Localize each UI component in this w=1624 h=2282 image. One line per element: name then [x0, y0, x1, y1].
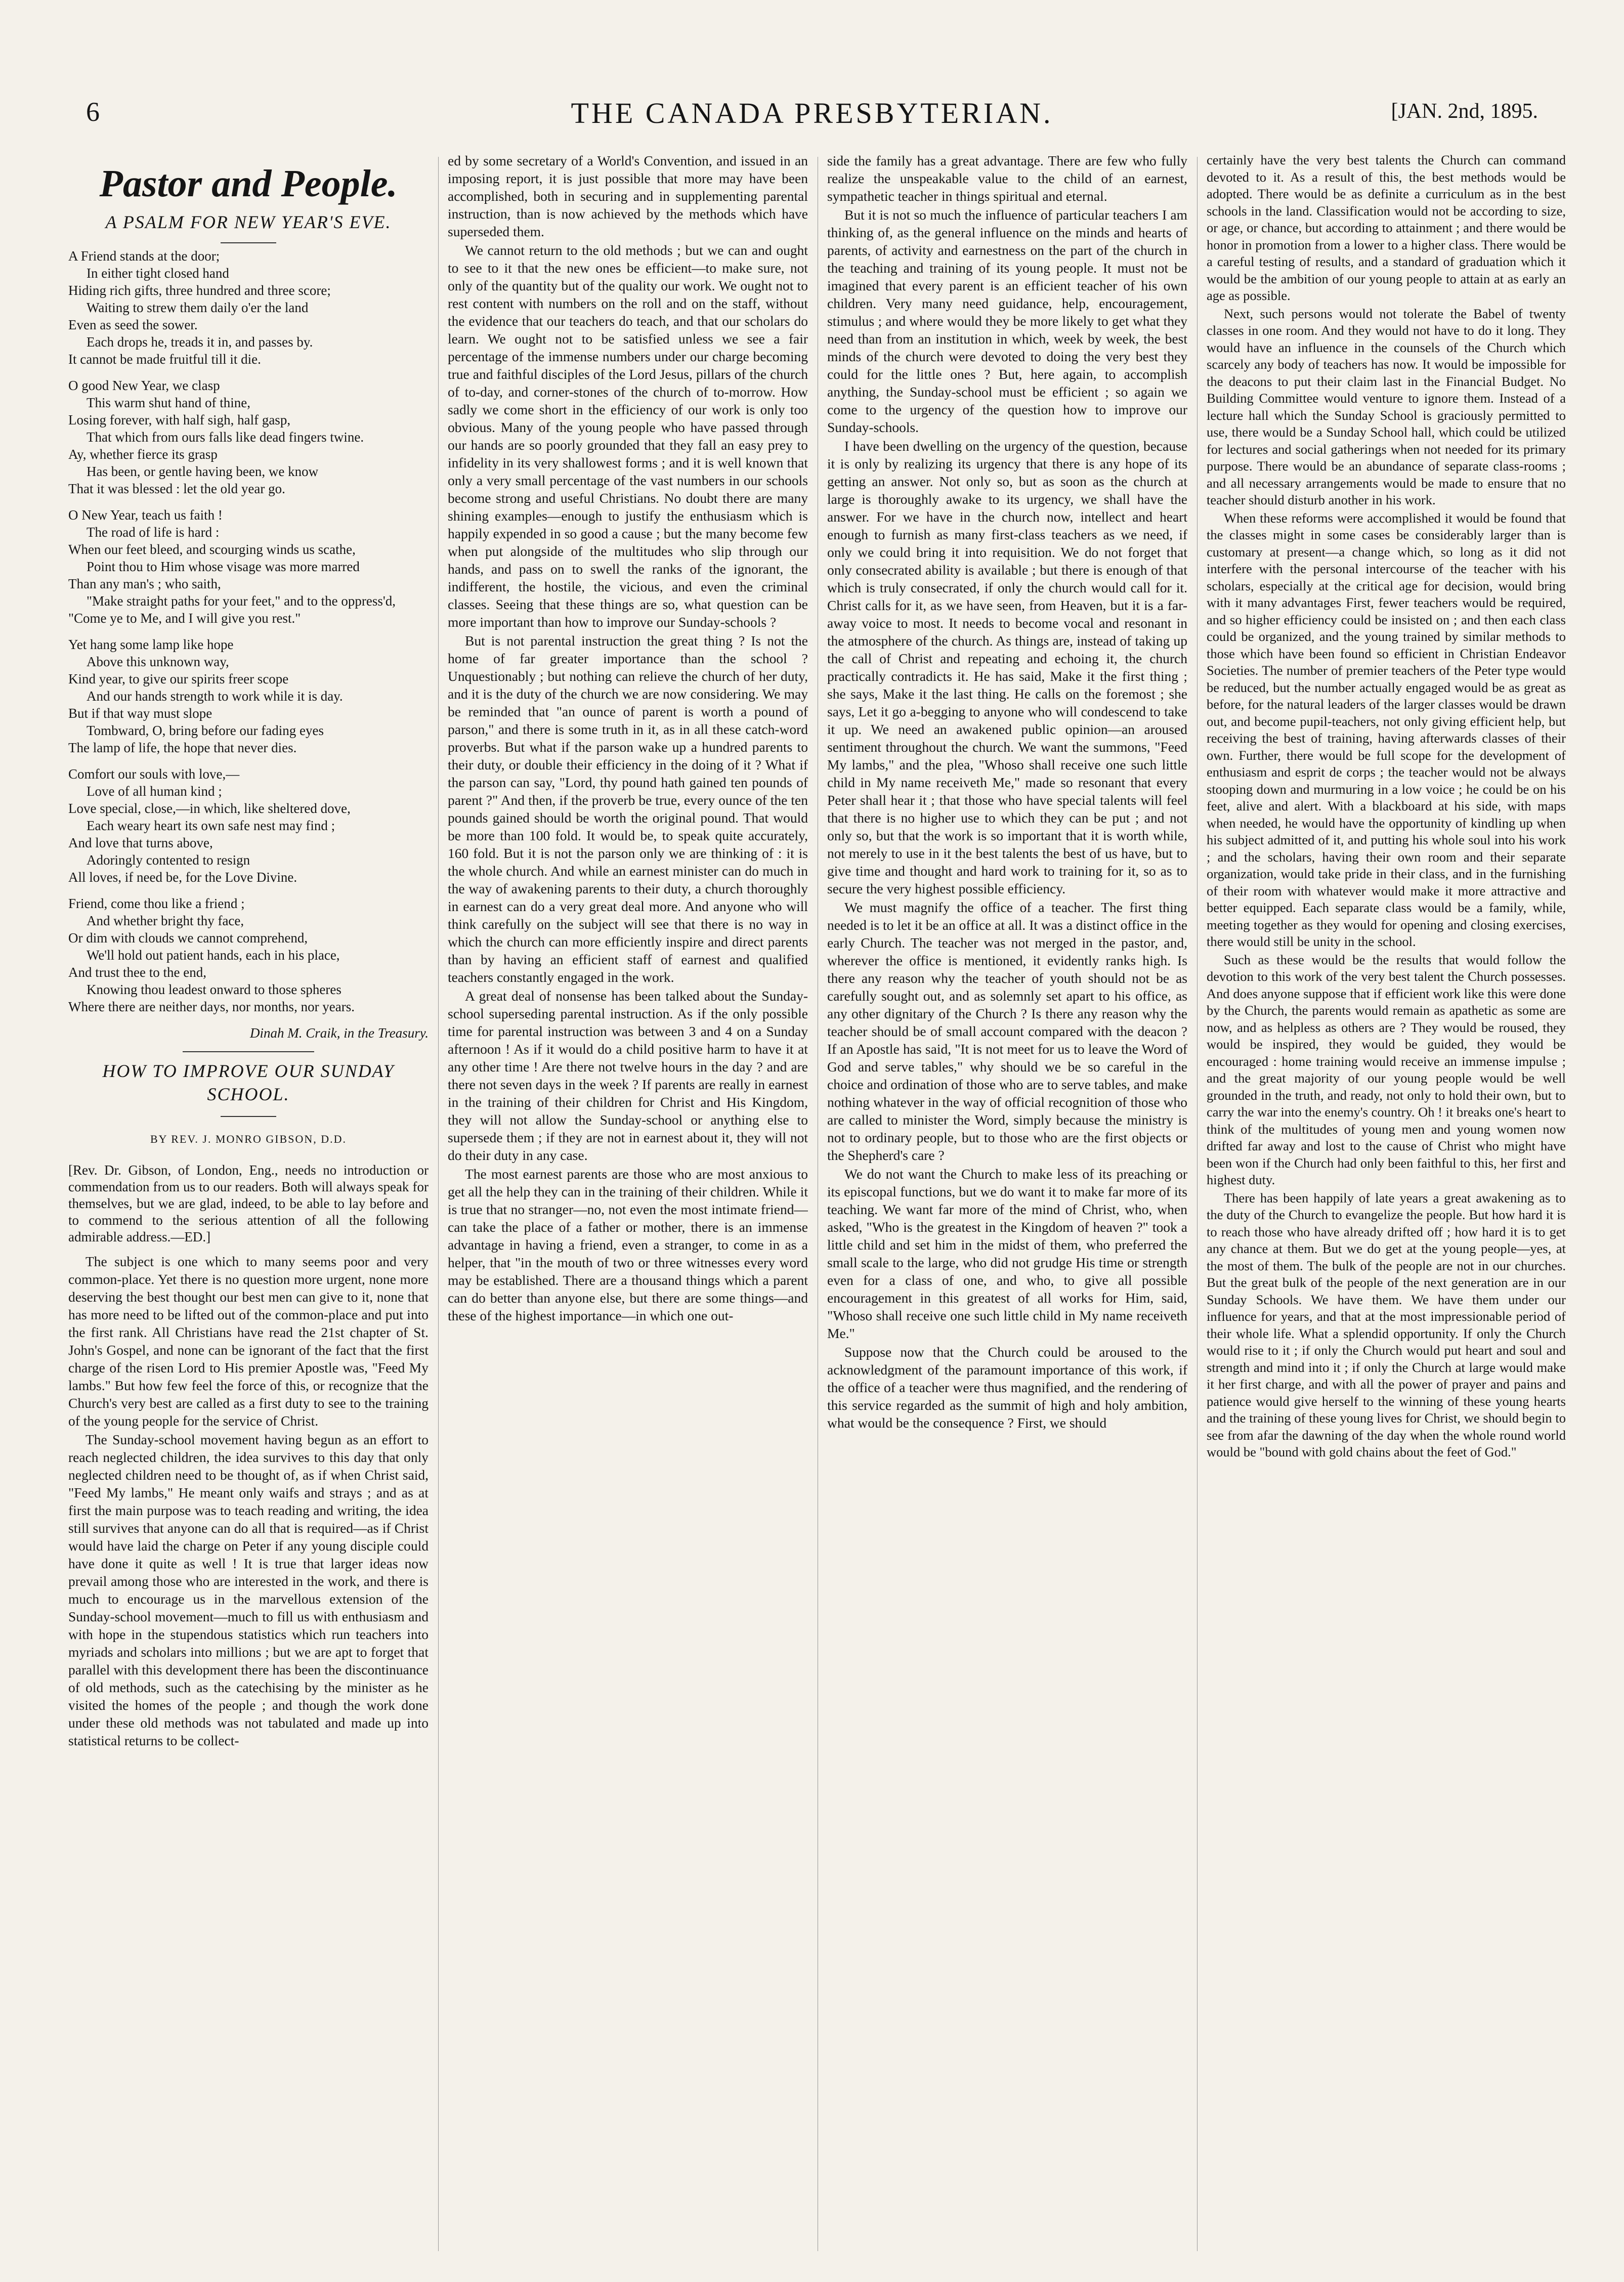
poem-stanza — [68, 765, 429, 886]
poem-line: That it was blessed : let the old year go. — [68, 481, 285, 496]
poem-signature: Dinah M. Craik, in the Treasury. — [249, 1025, 429, 1041]
poem-line: Tombward, O, bring before our fading eyes — [87, 723, 324, 738]
poem-line: Above this unknown way, — [87, 654, 229, 669]
poem-line: Where there are neither days, nor months, nor years. — [68, 999, 355, 1014]
page-columns — [68, 152, 1566, 2266]
poem-line: A Friend stands at the door; — [68, 248, 220, 264]
poem-line: O good New Year, we clasp — [68, 378, 220, 393]
column-rule — [438, 157, 439, 2251]
poem-line: Even as seed the sower. — [68, 317, 198, 332]
poem-line: But if that way must slope — [68, 706, 212, 721]
article-paragraph: I have been dwelling on the urgency of the question, because it is only by realizing its urgency that there is any hope of its getting an answer. Not only so, but as soon as the church at large is thoroughly awake to its urgency, we shall have the answer. For we have in the church now, intellect and heart enough to furnish as many first-class teachers as we need, if only we could bring it into requisition. We do not forget that only consecrated ability is available ; but there is enough of that which is truly consecrated, if only the church would call for it. Christ calls for it, as we have seen, from Heaven, but it is a far-away voice to most. It needs to become vocal and resonant in the atmosphere of the church. As things are, instead of taking up the call of Christ and repeating and echoing it, the church practically contradicts it. He has said, Make it the first thing ; she says, Make it the last thing. He calls on the foremost ; she says, Let it go a-begging to anyone who will condescend to take it up. We need an awakened public opinion—an aroused sentiment throughout the church. We want the summons, "Feed My lambs," and the plea, "Whoso shall receive one such little child in My name receiveth Me," made so resonant that every Peter shall hear it ; that those who have special talents will feel that there is no higher use to which they can be put ; and not only so, but that the work is so important that it is worth while, not merely to use in it the best talents the best of us have, but to give time and thought and hard work to training for it, so as to secure the very highest possible efficiency. — [827, 438, 1187, 896]
poem-line: All loves, if need be, for the Love Divine. — [68, 870, 297, 885]
poem-line: The lamp of life, the hope that never dies. — [68, 740, 297, 755]
poem-line: And our hands strength to work while it is day. — [87, 688, 343, 704]
article-paragraph: Next, such persons would not tolerate the Babel of twenty classes in one room. And they would not have to do it long. They would have an influence in the counsels of the Church which scarcely any body of teachers has now. It would be impossible for the deacons to put their claim last in the Financial Budget. No Building Committee would venture to ignore them. Instead of a lecture hall which the Sunday School is graciously permitted to use, there would be a Sunday School hall, which could be utilized for lectures and social gatherings when not needed for its primary purpose. There would be an abundance of separate class-rooms ; and all necessary arrangements would be made to ensure that no teacher should disturb another in his work. — [1207, 306, 1566, 507]
poem-line: Friend, come thou like a friend ; — [68, 896, 245, 911]
poem-line: Waiting to strew them daily o'er the land — [87, 300, 309, 315]
poem-line: "Come ye to Me, and I will give you rest." — [68, 611, 301, 626]
article-paragraph: But it is not so much the influence of particular teachers I am thinking of, as the general influence on the minds and hearts of parents, of activity and earnestness on the part of the church in the teaching and training of its young people. It must not be imagined that every parent is an efficient teacher of his own children. Very many need guidance, help, encouragement, stimulus ; and where would they be more likely to get what they need than from an institution in which, week by week, the best minds of the church were devoted to doing the very best they could for the little ones ? But, here again, to accomplish anything, the Sunday-school must be efficient ; so again we come to the urgency of the question how to improve our Sunday-schools. — [827, 207, 1187, 435]
poem-line: The road of life is hard : — [87, 525, 220, 540]
poem-line: Has been, or gentle having been, we know — [87, 464, 319, 479]
article-paragraph: We cannot return to the old methods ; but we can and ought to see to it that the new ones be efficient—to make sure, not only of the quantity but of the quality our work. We ought not to rest content with numbers on the roll and on the staff, without the evidence that our teachers do teach, and that our scholars do learn. We ought not to be satisfied unless we see a fair percentage of the immense numbers under our charge becoming true and faithful disciples of the Lord Jesus, pillars of the church of to-day, and corner-stones of the church of to-morrow. How sadly we come short in the efficiency of our work is only too obvious. Many of the young people who have passed through our hands are so poorly grounded that they fall an easy prey to infidelity in its very shallowest forms ; and it is well known that only a very small percentage of the vast numbers in our schools become strong and useful Christians. No doubt there are many shining examples—enough to justify the enthusiasm which is happily expended in so good a cause ; but the many become few when put alongside of the multitudes who slip through our hands, and pass on to swell the ranks of the ignorant, the indifferent, the hostile, the vicious, and even the criminal classes. Seeing that these things are so, what question can be more important than how to improve our Sunday-schools ? — [448, 242, 808, 630]
poem-line: And trust thee to the end, — [68, 965, 206, 980]
article-paragraph: But is not parental instruction the great thing ? Is not the home of far greater importance than the school ? Unquestionably ; but nothing can relieve the church of her duty, and it is the duty of the church we are now considering. We may be reminded that "an ounce of parent is worth a pound of parson," and there is some truth in it, as in all these catch-word proverbs. But what if the parson wake up a hundred parents to their duty, or double their efficiency in the doing of it ? What if the parson can say, "Lord, thy pound hath gained ten pounds of parent ?" And then, if the proverb be true, every ounce of the ten pounds gained should be worth the original pound. That would be more than 100 fold. It would be, to speak quite accurately, 160 fold. But it is not the parson only we are thinking of : it is the whole church. And while an earnest minister can do much in the way of awakening parents to their duty, a church thoroughly in earnest can do a very great deal more. And anyone who will think carefully on the subject will see that there is no way in which the church can more efficiently inspire and direct parents than by having an efficient staff of earnest and qualified teachers constantly engaged in the work. — [448, 633, 808, 985]
article-paragraph: There has been happily of late years a great awakening as to the duty of the Church to evangelize the people. But how hard it is to reach those who have already drifted off ; how hard it is to get any chance at them. But we do get at the young people—yes, at the most of them. The bulk of the people are not in our churches. But the great bulk of the people of the next generation are in our Sunday Schools. We have them. We have them under our influence for years, and that at the most impressionable period of their whole life. What a splendid opportunity. If only the Church would rise to it ; if only the Church would put heart and soul and strength and mind into it ; if only the Church at large would make it her first charge, and with all the power of prayer and pains and patience would give herself to the winning of these young hearts and the training of these young lives for Christ, we should begin to see from afar the dawning of the day when the whole round world would be "bound with gold chains about the feet of God." — [1207, 1190, 1566, 1459]
poem-line: "Make straight paths for your feet," and to the oppress'd, — [87, 593, 396, 609]
poem-line: Each drops he, treads it in, and passes by. — [87, 334, 313, 350]
poem-line: Yet hang some lamp like hope — [68, 637, 234, 652]
masthead: THE CANADA PRESBYTERIAN. — [571, 97, 1053, 130]
poem-line: When our feet bleed, and scourging winds us scathe, — [68, 542, 356, 557]
article-paragraph: The Sunday-school movement having begun as an effort to reach neglected children, the idea survives to this day that only neglected children need to be thought of, as if when Christ said, "Feed My lambs," He meant only waifs and strays ; and as at first the main purpose was to teach reading and writing, the idea still survives that anyone can do all that is required—as if Christ would have laid the charge on Peter if any young disciple could have done it quite as well ! It is true that larger ideas now prevail among those who are interested in the work, and there is much to encourage us in the marvellous extension of the Sunday-school movement—much to fill us with enthusiasm and with hope in the stupendous statistics which run teachers into myriads and scholars into millions ; but we are apt to forget that parallel with this development there has been the discontinuance of old methods, such as the catechising by the minister as he visited the homes of the people ; and though the work done under these old methods was not tabulated and made up into statistical returns to be collect- — [68, 1432, 429, 1748]
poem-line: Love special, close,—in which, like sheltered dove, — [68, 801, 351, 816]
poem-stanza — [68, 895, 429, 1015]
poem-line: Or dim with clouds we cannot comprehend, — [68, 930, 308, 945]
column-4 — [1207, 152, 1566, 2251]
poem-line: Each weary heart its own safe nest may find ; — [87, 818, 335, 833]
poem-line: Comfort our souls with love,— — [68, 766, 240, 782]
article-text-col4 — [1207, 152, 1566, 1461]
poem-line: O New Year, teach us faith ! — [68, 507, 223, 523]
article-paragraph: Such as these would be the results that would follow the devotion to this work of the very best talent the Church possesses. And does anyone suppose that if efficient work like this were done by the Church, the parents would remain as apathetic as some are now, and as helpless as others are ? They would be roused, they would be inspired, they would be guided, they would be encouraged : home training would receive an immense impulse ; and the great majority of our young people would be well grounded in the truth, and ready, not only to hold their own, but to carry the war into the enemy's country. Oh ! it breaks one's heart to think of the multitudes of young men and young women now drifted far away and lost to the cause of Christ who might have been won if the Church had only been faithful to this, her first and highest duty. — [1207, 952, 1566, 1187]
poem-line: In either tight closed hand — [87, 266, 229, 281]
divider — [183, 1051, 314, 1052]
editor-note: [Rev. Dr. Gibson, of London, Eng., needs no introduction or commendation from us to our readers. Both will always speak for themselves, but we are glad, indeed, to be able to lay before and to commend to the serious attention of all the following admirable address.—ED.] — [68, 1162, 429, 1244]
poem-line: And whether bright thy face, — [87, 913, 244, 928]
poem-body — [68, 247, 429, 1015]
article-paragraph: When these reforms were accomplished it would be found that the classes might in some cases be considerably larger than is customary at present—a change which, so long as it did not interfere with the personal intercourse of the teacher with his scholars, especially at the critical age for decision, would bring with it many advantages First, fewer teachers would be required, and so higher efficiency could be insisted on ; and then each class could be organized, and the young trained by similar methods to those which have been found so efficient in Christian Endeavor Societies. The number of premier teachers of the Peter type would be reduced, but the number actually engaged would be as great as before, for the natural leaders of the larger classes would be drawn out, and become pupil-teachers, not only giving efficient help, but receiving the best of training, having afterwards classes of their own. Further, there would be full scope for the development of enthusiasm and esprit de corps ; the teacher would not be always stooping down and murmuring in a low voice ; he could be on his feet, alive and alert. With a blackboard at his side, with maps when needed, he would have the opportunity of kindling up when his subject admitted of it, and putting his whole soul into his work ; and the scholars, having their own room and their separate organization, would take pride in their class, and in the furnishing of their room with whatever would make it more attractive and better equipped. Each separate class would be a family, while, meeting together as they would for opening and closing exercises, there would still be unity in the school. — [1207, 510, 1566, 949]
poem-line: This warm shut hand of thine, — [87, 395, 250, 410]
article-text-col3 — [827, 152, 1187, 1432]
department-heading: Pastor and People. — [99, 162, 398, 205]
poem-line: Point thou to Him whose visage was more marred — [87, 559, 360, 574]
article-paragraph: ed by some secretary of a World's Convention, and issued in an imposing report, it is just possible that more may have been accomplished, both in securing and in supplementing parental instruction, than is now achieved by the methods which have superseded them. — [448, 153, 808, 239]
article-byline: BY REV. J. MONRO GIBSON, D.D. — [150, 1133, 347, 1145]
poem-line: Hiding rich gifts, three hundred and three score; — [68, 283, 331, 298]
article-paragraph: The most earnest parents are those who are most anxious to get all the help they can in the training of their children. While it is true that no stranger—no, not even the most intimate friend—can take the place of a father or mother, there is an immense advantage in having a friend, even a stranger, to come in as a helper, that "in the mouth of two or three witnesses every word may be established. There are a thousand things which a parent can do better than anyone else, but there are some things—and these of the highest importance—in which one out- — [448, 1166, 808, 1323]
column-1 — [68, 152, 429, 2251]
article-paragraph: side the family has a great advantage. There are few who fully realize the unspeakable value to the child of an earnest, sympathetic teacher in things spiritual and eternal. — [827, 153, 1187, 204]
poem-line: Adoringly contented to resign — [87, 852, 250, 868]
column-2 — [448, 152, 808, 2251]
article-text-col2 — [448, 152, 808, 1324]
page-number: 6 — [86, 97, 100, 127]
poem-stanza — [68, 506, 429, 627]
article-paragraph: A great deal of nonsense has been talked about the Sunday-school superseding parental instruction. As if the only possible time for parental instruction was between 3 and 4 on a Sunday afternoon ! As if it would do a child positive harm to have it at any other time ! Are there not twelve hours in the day ? and are there not seven days in the week ? If parents are really in earnest in the training of their children for Christ and His Kingdom, they will not allow the Sunday-school or anything else to supersede them ; if they are not in earnest about it, they will not do their duty in any case. — [448, 988, 808, 1163]
poem-line: It cannot be made fruitful till it die. — [68, 352, 261, 367]
article-paragraph: We do not want the Church to make less of its preaching or its episcopal functions, but we do want it to make far more of its teaching. We want far more of the mind of Christ, who, when asked, "Who is the greatest in the Kingdom of heaven ?" took a little child and set him in the midst of them, who preferred the small scale to the large, who did not grudge His time or strength even for a class of one, and who, to give all possible encouragement in this greatest of all works for Him, said, "Whoso shall receive one such little child in My name receiveth Me." — [827, 1166, 1187, 1341]
poem-line: And love that turns above, — [68, 835, 213, 850]
poem-stanza — [68, 377, 429, 497]
poem-line: We'll hold out patient hands, each in his place, — [87, 948, 340, 963]
poem-line: Than any man's ; who saith, — [68, 576, 221, 591]
issue-date: [JAN. 2nd, 1895. — [1391, 100, 1538, 123]
divider — [221, 1116, 276, 1117]
poem-line: That which from ours falls like dead fingers twine. — [87, 429, 364, 445]
poem-line: Love of all human kind ; — [87, 784, 222, 799]
page-header — [86, 96, 1538, 137]
poem-line: Losing forever, with half sigh, half gasp, — [68, 412, 291, 427]
poem-stanza — [68, 636, 429, 756]
column-3 — [827, 152, 1187, 2251]
poem-line: Knowing thou leadest onward to those spheres — [87, 982, 341, 997]
article-text-col1 — [68, 1253, 429, 1749]
poem-line: Kind year, to give our spirits freer scope — [68, 671, 289, 686]
article-paragraph: The subject is one which to many seems poor and very common-place. Yet there is no question more urgent, none more deserving the best thought our best men can give to it, none that has more need to be lifted out of the common-place and put into the first rank. All Christians have read the 21st chapter of St. John's Gospel, and none can be ignorant of the fact that the first charge of the risen Lord to His premier Apostle was, "Feed My lambs." But how few feel the force of this, or recognize that the Church's very best are called as a first duty to see to the training of the young people for the service of Christ. — [68, 1254, 429, 1429]
article-paragraph: certainly have the very best talents the Church can command devoted to it. As a result of this, the best methods would be adopted. There would be as definite a curriculum as in the best schools in the land. Classification would not be according to size, or age, or chance, but according to attainment ; and there would be honor in promotion from a lower to a higher class. There would be a careful testing of results, and a standard of graduation which it would be the ambition of our young people to attain at as early an age as possible. — [1207, 152, 1566, 303]
poem-line: Ay, whether fierce its grasp — [68, 447, 218, 462]
article-paragraph: We must magnify the office of a teacher. The first thing needed is to let it be an office at all. It was a distinct office in the early Church. The teacher was not merged in the pastor, and, wherever the office is mentioned, it evidently ranks high. Is there any reason why the teacher of youth should not be as carefully sought out, and as solemnly set apart to his office, as any other dignitary of the Church ? Is there any reason why the teacher should be of small account compared with the deacon ? If an Apostle has said, "It is not meet for us to leave the Word of God and serve tables," why should we be so careful in the choice and ordination of those who are to serve tables, and make nothing whatever in the way of official recognition of those who are called to minister the Word, simply because the ministry is not to ordinary people, but to those who are the first objects or the Shepherd's care ? — [827, 899, 1187, 1163]
poem-stanza — [68, 247, 429, 368]
divider — [221, 242, 276, 243]
column-rule — [1197, 157, 1198, 2251]
article-title: HOW TO IMPROVE OUR SUNDAY SCHOOL. — [102, 1061, 395, 1104]
poem-title: A PSALM FOR NEW YEAR'S EVE. — [105, 212, 392, 232]
article-paragraph: Suppose now that the Church could be aroused to the acknowledgment of the paramount importance of this work, if the office of a teacher were thus magnified, and the rendering of this service regarded as the summit of high and holy ambition, what would be the consequence ? First, we should — [827, 1344, 1187, 1431]
